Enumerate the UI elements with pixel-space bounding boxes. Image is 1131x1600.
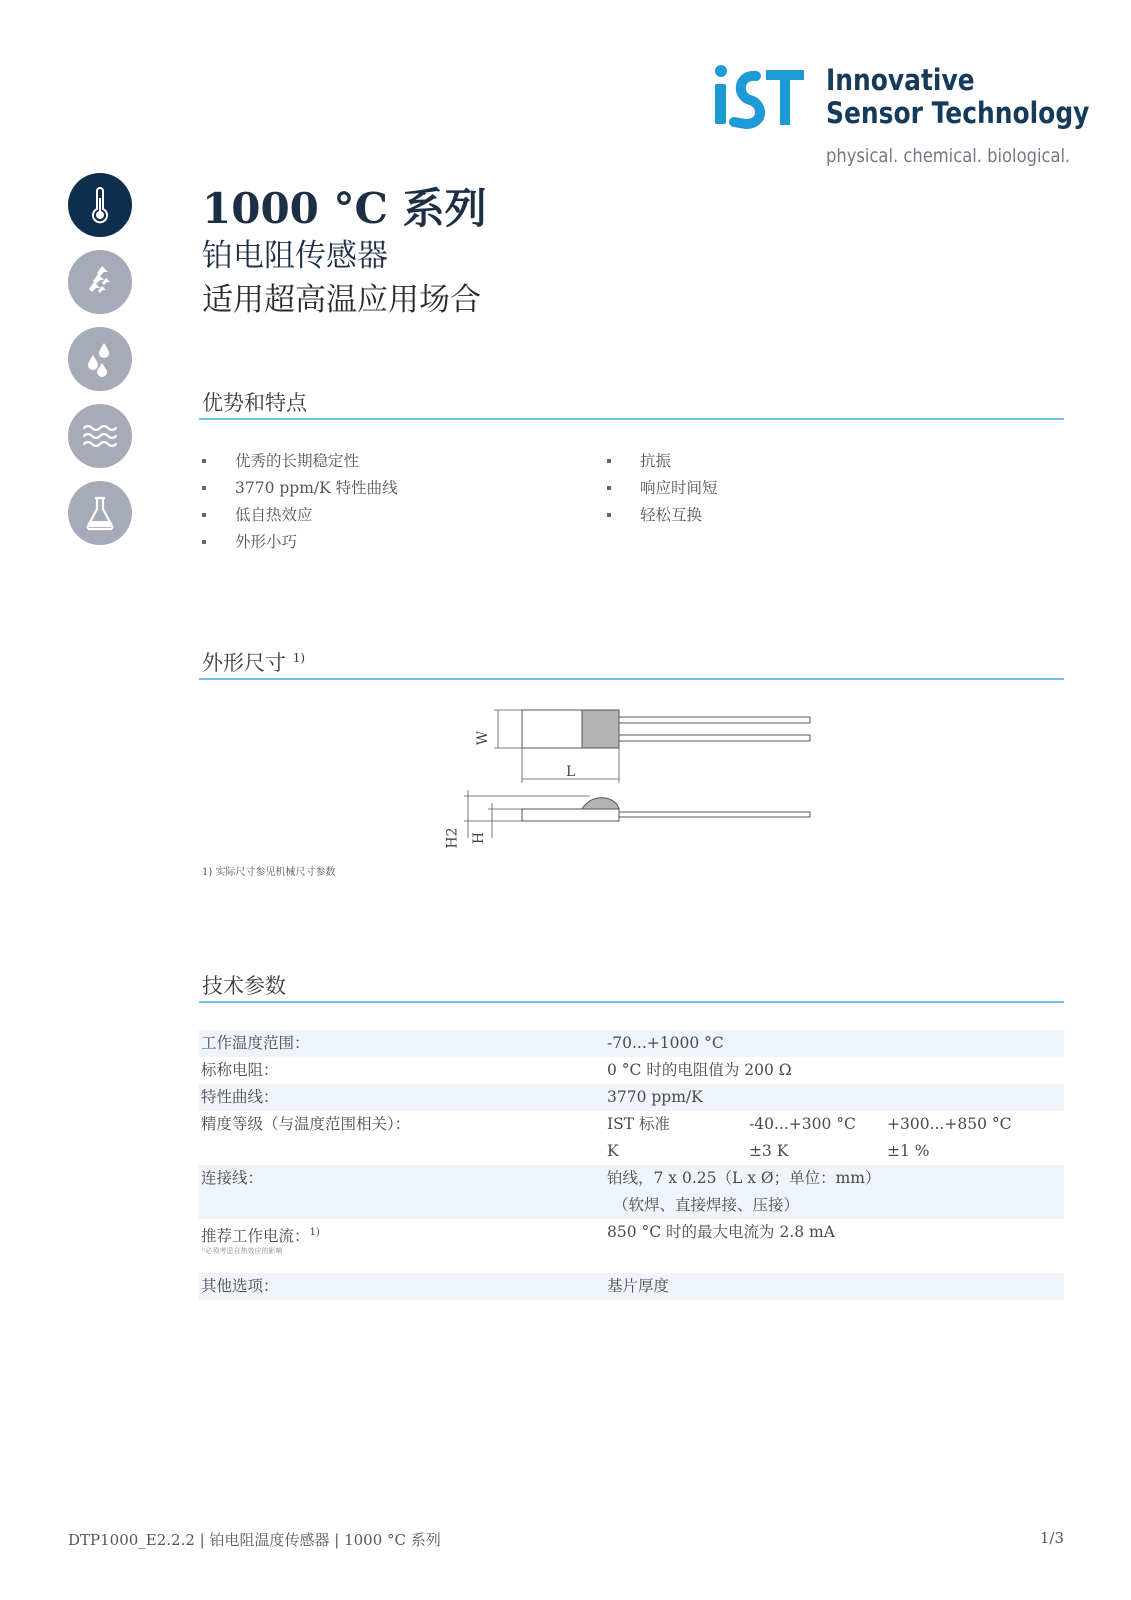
- list-item: 低自热效应: [202, 502, 398, 529]
- spec-label: 其他选项：: [201, 1277, 279, 1295]
- spec-label: 连接线：: [201, 1169, 264, 1187]
- dim-label-h2: H2: [444, 827, 461, 849]
- dim-label-h: H: [471, 831, 488, 845]
- page-subtitle: 铂电阻传感器: [202, 238, 388, 274]
- flow-icon: [68, 250, 132, 314]
- spec-value: 3770 ppm/K: [607, 1088, 703, 1106]
- bullet: [202, 513, 206, 517]
- top-view: [494, 710, 810, 783]
- spec-row-current: [199, 1219, 1064, 1273]
- dimensions-heading: 外形尺寸 $^{1)}$: [202, 651, 306, 675]
- current-note: ¹⁾必须考虑自热效应的影响: [201, 1247, 283, 1255]
- spec-value: 铂线，7 x 0.25（L x Ø；单位：mm）: [607, 1169, 881, 1187]
- features-list-left: [202, 448, 398, 556]
- features-list-right: [607, 448, 718, 529]
- specs-heading: 技术参数: [202, 974, 286, 998]
- spec-label: 标称电阻：: [201, 1061, 279, 1079]
- dimensions-footnote: 1) 实际尺寸参见机械尺寸参数: [202, 867, 336, 878]
- spec-row-leads: [199, 1165, 1064, 1219]
- flask-icon: [68, 481, 132, 545]
- waves-icon: [68, 404, 132, 468]
- spec-row-nominal: [199, 1057, 1064, 1084]
- dimensions-heading-sup: 1): [292, 651, 306, 665]
- accuracy-head-standard: IST 标准: [607, 1115, 671, 1133]
- accuracy-head-range1: -40...+300 °C: [749, 1115, 856, 1133]
- bullet: [202, 486, 206, 490]
- spec-row-other: [199, 1273, 1064, 1300]
- accuracy-range2-value: ±1 %: [887, 1142, 930, 1160]
- dim-label-w: W: [475, 730, 492, 746]
- dim-label-l: L: [566, 764, 576, 780]
- bullet: [202, 540, 206, 544]
- droplets-icon: [68, 327, 132, 391]
- specs-divider: [199, 1001, 1064, 1003]
- spec-label: 工作温度范围：: [201, 1034, 310, 1052]
- side-view: [464, 790, 810, 838]
- list-item: 抗振: [607, 448, 718, 475]
- page-title: 1000 °C 系列: [202, 184, 487, 233]
- dimensions-divider: [199, 678, 1064, 680]
- spec-table: [199, 1030, 1064, 1300]
- accuracy-range1-value: ±3 K: [749, 1142, 789, 1160]
- bullet: [607, 513, 611, 517]
- brand-tagline: physical. chemical. biological.: [826, 145, 1071, 167]
- brand-name: [826, 64, 1089, 130]
- list-item: 响应时间短: [607, 475, 718, 502]
- ist-logo-mark: [712, 62, 804, 132]
- accuracy-class: K: [607, 1142, 619, 1160]
- spec-row-accuracy: [199, 1111, 1064, 1165]
- bullet: [607, 486, 611, 490]
- spec-value: 基片厚度: [607, 1277, 670, 1295]
- list-item: 优秀的长期稳定性: [202, 448, 398, 475]
- page-subtitle-2: 适用超高温应用场合: [202, 282, 481, 318]
- dimension-drawing: [440, 698, 820, 858]
- bullet: [607, 459, 611, 463]
- spec-label: 特性曲线：: [201, 1088, 279, 1106]
- spec-row-op-temp: [199, 1030, 1064, 1057]
- brand-name-line2: Sensor Technology: [826, 96, 1090, 130]
- spec-row-curve: [199, 1084, 1064, 1111]
- spec-value: 0 °C 时的电阻值为 200 Ω: [607, 1061, 792, 1079]
- list-item: 外形小巧: [202, 529, 398, 556]
- brand-name-line1: Innovative: [826, 63, 975, 97]
- spec-value-2: （软焊、直接焊接、压接）: [613, 1196, 800, 1214]
- features-divider: [199, 418, 1064, 420]
- thermometer-icon: [68, 173, 132, 237]
- list-item: 3770 ppm/K 特性曲线: [202, 475, 398, 502]
- spec-value: -70...+1000 °C: [607, 1034, 724, 1052]
- page-number: 1/3: [1039, 1529, 1064, 1547]
- features-heading: 优势和特点: [202, 391, 307, 415]
- accuracy-head-range2: +300...+850 °C: [887, 1115, 1012, 1133]
- footer-doc-info: DTP1000_E2.2.2 | 铂电阻温度传感器 | 1000 °C 系列: [68, 1531, 441, 1549]
- list-item: 轻松互换: [607, 502, 718, 529]
- spec-value: 850 °C 时的最大电流为 2.8 mA: [607, 1223, 835, 1241]
- bullet: [202, 459, 206, 463]
- spec-label: 精度等级（与温度范围相关）：: [201, 1115, 411, 1133]
- spec-label: 推荐工作电流：$^{1)}$: [201, 1227, 320, 1246]
